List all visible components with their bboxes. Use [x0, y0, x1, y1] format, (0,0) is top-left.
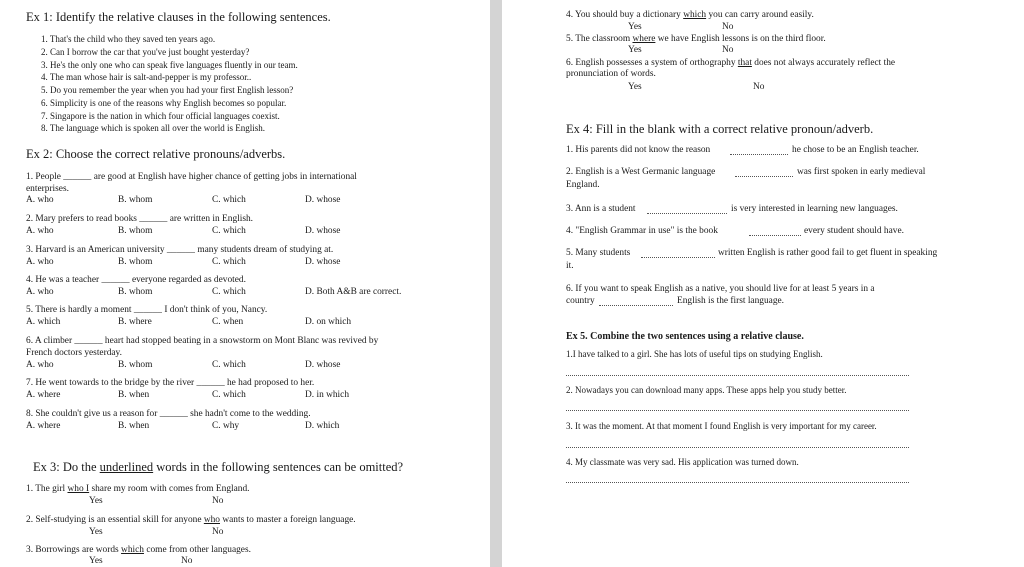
ex5-question: 1.I have talked to a girl. She has lots of useful tips on studying English.: [566, 349, 823, 359]
ex4-question: is very interested in learning new languages.: [731, 204, 898, 214]
ex4-heading: Ex 4: Fill in the blank with a correct relative pronoun/adverb.: [566, 122, 874, 136]
option-b: B. whom: [118, 226, 153, 236]
ex2-question: 7. He went towards to the bridge by the river ______ he had proposed to her.: [26, 378, 315, 388]
option-a: A. where: [26, 421, 61, 431]
yes-option: Yes: [628, 45, 642, 55]
ex4-question: it.: [566, 261, 574, 271]
ex1-item: 3. He's the only one who can speak five languages fluently in our team.: [41, 60, 298, 70]
ex1-heading: Ex 1: Identify the relative clauses in the following sentences.: [26, 10, 331, 24]
yes-option: Yes: [89, 527, 103, 537]
ex4-question: every student should have.: [804, 226, 904, 236]
ex2-question: 8. She couldn't give us a reason for ______ she hadn't come to the wedding.: [26, 409, 311, 419]
yes-option: Yes: [89, 496, 103, 506]
option-c: C. which: [212, 287, 246, 297]
ex3-question: 6. English possesses a system of orthography that does not always accurately reflect the: [566, 58, 896, 68]
option-c: C. which: [212, 226, 246, 236]
blank: [599, 305, 673, 306]
ex2-question: French doctors yesterday.: [26, 348, 122, 358]
ex2-question: 4. He was a teacher ______ everyone regarded as devoted.: [26, 275, 246, 285]
answer-line: [566, 410, 909, 411]
ex4-question: 1. His parents did not know the reason: [566, 145, 711, 155]
option-d: D. whose: [305, 360, 341, 370]
option-c: C. when: [212, 317, 244, 327]
ex3-question: 1. The girl who I share my room with comes from England.: [26, 484, 250, 494]
answer-line: [566, 375, 909, 376]
ex4-question: England.: [566, 180, 600, 190]
option-b: B. when: [118, 390, 150, 400]
blank: [735, 176, 793, 177]
ex3-heading: Ex 3: Do the underlined words in the following sentences can be omitted?: [33, 460, 404, 474]
option-a: A. who: [26, 360, 54, 370]
option-b: B. whom: [118, 257, 153, 267]
ex1-item: 1. That's the child who they saved ten years ago.: [41, 34, 216, 44]
ex1-item: 4. The man whose hair is salt-and-pepper is my professor..: [41, 72, 252, 82]
ex4-question: written English is rather good fail to get fluent in speaking: [718, 248, 938, 258]
ex3-question: 4. You should buy a dictionary which you can carry around easily.: [566, 10, 814, 20]
ex5-question: 2. Nowadays you can download many apps. These apps help you study better.: [566, 385, 847, 395]
option-d: D. Both A&B are correct.: [305, 287, 402, 297]
option-c: C. which: [212, 195, 246, 205]
no-option: No: [181, 556, 193, 566]
ex1-item: 2. Can I borrow the car that you've just bought yesterday?: [41, 47, 250, 57]
ex3-question: 2. Self-studying is an essential skill for anyone who wants to master a foreign language.: [26, 515, 356, 525]
ex2-question: 6. A climber ______ heart had stopped beating in a snowstorm on Mont Blanc was revived by: [26, 336, 379, 346]
option-b: B. when: [118, 421, 150, 431]
ex1-item: 5. Do you remember the year when you had your first English lesson?: [41, 85, 294, 95]
no-option: No: [722, 22, 734, 32]
blank: [647, 213, 727, 214]
ex2-heading: Ex 2: Choose the correct relative pronouns/adverbs.: [26, 147, 286, 161]
option-a: A. who: [26, 195, 54, 205]
ex1-item: 7. Singapore is the nation in which four official languages coexist.: [41, 111, 280, 121]
no-option: No: [753, 82, 765, 92]
answer-line: [566, 482, 909, 483]
option-d: D. whose: [305, 226, 341, 236]
ex1-item: 8. The language which is spoken all over the world is English.: [41, 123, 266, 133]
page-divider: [490, 0, 502, 567]
option-c: C. which: [212, 360, 246, 370]
yes-option: Yes: [628, 22, 642, 32]
option-b: B. where: [118, 317, 152, 327]
ex4-question: English is the first language.: [677, 296, 785, 306]
ex2-question: 3. Harvard is an American university ______ many students dream of studying at.: [26, 245, 334, 255]
ex2-question: 2. Mary prefers to read books ______ are written in English.: [26, 214, 254, 224]
ex4-question: 2. English is a West Germanic language: [566, 167, 716, 177]
option-a: A. who: [26, 257, 54, 267]
option-d: D. which: [305, 421, 340, 431]
blank: [730, 154, 788, 155]
yes-option: Yes: [89, 556, 103, 566]
option-b: B. whom: [118, 195, 153, 205]
option-c: C. why: [212, 421, 240, 431]
ex4-question: country: [566, 296, 595, 306]
ex4-question: 6. If you want to speak English as a native, you should live for at least 5 years in a: [566, 284, 875, 294]
option-d: D. in which: [305, 390, 350, 400]
ex3-question: 3. Borrowings are words which come from other languages.: [26, 545, 251, 555]
ex2-question: enterprises.: [26, 184, 69, 194]
option-c: C. which: [212, 390, 246, 400]
ex5-heading: Ex 5. Combine the two sentences using a relative clause.: [566, 331, 804, 342]
option-b: B. whom: [118, 287, 153, 297]
ex2-question: 1. People ______ are good at English have higher chance of getting jobs in international: [26, 172, 357, 182]
blank: [749, 235, 801, 236]
yes-option: Yes: [628, 82, 642, 92]
ex5-question: 4. My classmate was very sad. His application was turned down.: [566, 457, 799, 467]
option-a: A. where: [26, 390, 61, 400]
option-c: C. which: [212, 257, 246, 267]
ex3-question: 5. The classroom where we have English lessons is on the third floor.: [566, 34, 826, 44]
ex4-question: 3. Ann is a student: [566, 204, 636, 214]
ex4-question: was first spoken in early medieval: [797, 167, 926, 177]
option-b: B. whom: [118, 360, 153, 370]
option-a: A. which: [26, 317, 61, 327]
ex1-item: 6. Simplicity is one of the reasons why English becomes so popular.: [41, 98, 287, 108]
ex4-question: he chose to be an English teacher.: [792, 145, 919, 155]
ex5-question: 3. It was the moment. At that moment I found English is very important for my career.: [566, 421, 877, 431]
no-option: No: [212, 496, 224, 506]
option-d: D. whose: [305, 195, 341, 205]
option-a: A. who: [26, 226, 54, 236]
ex4-question: 5. Many students: [566, 248, 631, 258]
no-option: No: [722, 45, 734, 55]
ex3-question: pronunciation of words.: [566, 69, 656, 79]
ex4-question: 4. "English Grammar in use" is the book: [566, 226, 718, 236]
no-option: No: [212, 527, 224, 537]
ex2-question: 5. There is hardly a moment ______ I don't think of you, Nancy.: [26, 305, 268, 315]
answer-line: [566, 447, 909, 448]
option-a: A. who: [26, 287, 54, 297]
blank: [641, 257, 715, 258]
option-d: D. whose: [305, 257, 341, 267]
option-d: D. on which: [305, 317, 352, 327]
